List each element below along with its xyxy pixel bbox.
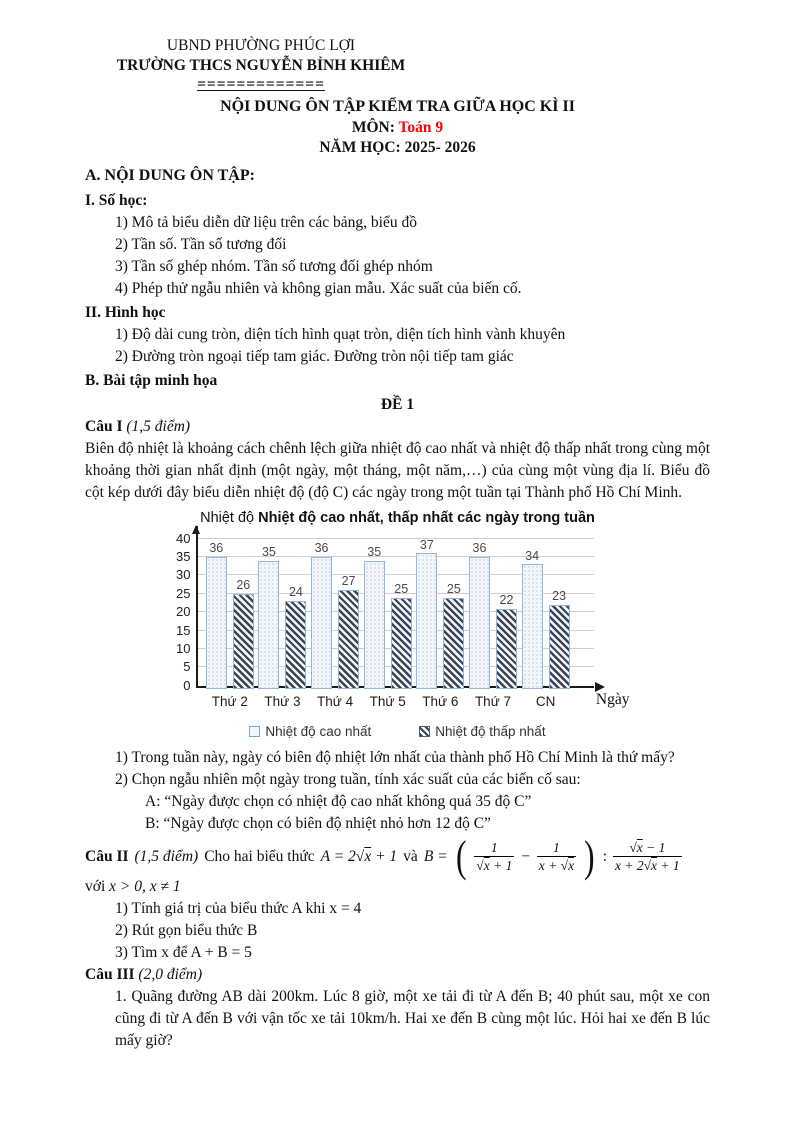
x-axis-category: Thứ 3 [264,693,301,709]
open-paren: ( [455,832,467,882]
cau3-heading [85,964,710,986]
x-axis-category: Thứ 6 [422,693,459,709]
minus-operator: − [520,847,531,865]
low-bar-column [285,539,306,690]
condition-label: với [85,878,106,896]
close-paren: ) [584,832,595,882]
high-bar-column [522,539,543,690]
cau2-item: 1) Tính giá trị của biểu thức A khi x = 4 [115,900,362,918]
cau1-event: B: “Ngày được chọn có biên độ nhiệt nhỏ hơn 12 độ C” [145,815,491,833]
bar-low-temp [338,590,359,689]
bar-groups [204,539,572,686]
bar-high-temp [416,553,437,689]
low-bar-column [443,539,464,690]
bar-high-temp [206,557,227,689]
bar-high-temp [364,561,385,690]
divide-operator: : [602,847,608,865]
x-axis-categories [204,692,572,711]
bar-value-label: 25 [394,581,409,596]
cau2-item: 2) Rút gọn biểu thức B [115,922,258,940]
cau2-lead: Cho hai biểu thức [204,847,315,865]
plot-area [196,539,594,688]
section-a-heading: A. NỘI DUNG ÔN TẬP: [85,167,255,185]
chart-axis-title: Nhiệt độ [200,510,255,527]
low-bar-column [549,539,570,690]
bar-low-temp [391,598,412,690]
cau2-points: (1,5 điểm) [134,847,199,865]
y-axis-tick: 25 [176,585,191,601]
cau1-label: Câu I [85,418,123,436]
bar-low-temp [549,605,570,690]
bar-group [467,539,520,690]
bar-value-label: 35 [261,545,276,560]
org-name: UBND PHƯỜNG PHÚC LỢI [166,37,356,54]
y-axis [166,530,196,693]
y-axis-arrow-icon [192,525,200,534]
chart-title-text: Nhiệt độ cao nhất, thấp nhất các ngày trong tuần [258,510,595,527]
cau1-heading [85,416,710,438]
temperature-chart [166,508,630,741]
bar-value-label: 34 [525,548,540,563]
chart-title [166,508,630,529]
x-axis-category: CN [535,693,556,709]
chart-body [166,530,630,711]
school-year: NĂM HỌC: 2025- 2026 [319,139,476,157]
subject-label: MÔN: [351,119,395,137]
cau1-question: 1) Trong tuần này, ngày có biên độ nhiệt lớn nhất của thành phố Hồ Chí Minh là thứ mấy? [115,749,675,767]
legend-swatch-low-icon [419,726,430,737]
bar-value-label: 35 [367,545,382,560]
bar-low-temp [496,609,517,690]
bar-high-temp [522,564,543,689]
y-axis-tick: 40 [176,530,191,546]
bar-low-temp [443,598,464,690]
bar-high-temp [258,561,279,690]
geometry-item: 1) Độ dài cung tròn, diện tích hình quạt tròn, diện tích hình vành khuyên [115,326,566,344]
x-axis-category: Thứ 7 [474,693,511,709]
fraction [474,839,514,875]
bar-high-temp [311,557,332,689]
cau2-item: 3) Tìm x để A + B = 5 [115,944,252,962]
cau3-item: 1. Quãng đường AB dài 200km. Lúc 8 giờ, một xe tải đi từ A đến B; 40 phút sau, một xe con cũng đi từ A đến B với vận tốc xe tải 10km/h. Hai xe đến B cùng một lúc. Hỏi hai xe đến B lúc mấy giờ? [115,988,710,1050]
cau2-condition [85,876,710,898]
exercises-heading: B. Bài tập minh họa [85,372,218,390]
low-bar-column [338,539,359,690]
cau1-event: A: “Ngày được chọn có nhiệt độ cao nhất không quá 35 độ C” [145,793,532,811]
subject-value: Toán 9 [398,119,444,137]
doc-title: NỘI DUNG ÔN TẬP KIỂM TRA GIỮA HỌC KÌ II [220,98,575,116]
cau1-question: 2) Chọn ngẫu nhiên một ngày trong tuần, tính xác suất của các biến cố sau: [115,771,581,789]
y-axis-tick: 20 [176,604,191,620]
y-axis-tick: 5 [183,659,191,675]
x-axis-category: Thứ 4 [317,693,354,709]
low-bar-column [391,539,412,690]
low-bar-column [496,539,517,690]
x-axis-arrow-icon [595,682,605,692]
bar-group [204,539,257,690]
bar-value-label: 37 [419,537,434,552]
bar-value-label: 23 [552,589,567,604]
arithmetic-item: 4) Phép thử ngẫu nhiên và không gian mẫu. Xác suất của biến cố. [115,280,522,298]
formula-b-lhs: B = [423,847,448,865]
bar-value-label: 36 [472,541,487,556]
legend-item [419,722,545,741]
x-axis-category: Thứ 5 [369,693,406,709]
geometry-item: 2) Đường tròn ngoại tiếp tam giác. Đường tròn nội tiếp tam giác [115,348,514,366]
high-bar-column [311,539,332,690]
formula-a: A = 2√x + 1 [320,847,398,865]
fraction-numerator: 1 [474,839,514,858]
document-header [85,36,437,93]
high-bar-column [206,539,227,690]
bar-value-label: 22 [499,592,514,607]
geometry-heading: II. Hình học [85,304,166,322]
bar-value-label: 24 [288,585,303,600]
school-name: TRƯỜNG THCS NGUYỄN BỈNH KHIÊM [116,57,406,75]
y-axis-tick: 0 [183,677,191,693]
subject-line [85,118,710,138]
exam-title: ĐỀ 1 [380,396,415,414]
chart-legend [166,722,630,741]
bar-value-label: 26 [236,578,251,593]
cau3-label: Câu III [85,966,135,984]
plot-column [196,539,594,711]
header-divider: ============= [197,76,325,94]
fraction-denominator: x + 2√x + 1 [615,858,680,874]
legend-item [249,722,371,741]
bar-value-label: 27 [341,574,356,589]
high-bar-column [364,539,385,690]
legend-swatch-high-icon [249,726,260,737]
y-axis-tick: 15 [176,622,191,638]
bar-low-temp [233,594,254,690]
cau3-points: (2,0 điểm) [138,966,203,984]
y-axis-tick: 35 [176,549,191,565]
bar-low-temp [285,601,306,689]
bar-group [361,539,414,690]
bar-value-label: 25 [446,581,461,596]
y-axis-tick: 10 [176,640,191,656]
fraction-numerator: √x − 1 [613,839,682,858]
bar-value-label: 36 [314,541,329,556]
fraction [613,839,682,875]
fraction-denominator: x + √x [538,858,575,874]
low-bar-column [233,539,254,690]
bar-value-label: 36 [209,541,224,556]
bar-group [519,539,572,690]
fraction-denominator: √x + 1 [476,858,513,874]
legend-label: Nhiệt độ thấp nhất [435,723,546,739]
fraction [537,839,576,875]
high-bar-column [469,539,490,690]
cau1-intro: Biên độ nhiệt là khoảng cách chênh lệch giữa nhiệt độ cao nhất và nhiệt độ thấp nhất trong cùng một khoảng thời gian nhất định (một ngày, một tháng, một năm,…) của cùng một vùng địa lí. Biểu đồ cột kép dưới đây biểu diễn nhiệt độ (độ C) các ngày trong một tuần tại Thành phố Hồ Chí Minh. [85,440,710,502]
y-axis-tick: 30 [176,567,191,583]
fraction-numerator: 1 [537,839,576,858]
y-axis-line [196,526,198,686]
arithmetic-item: 2) Tần số. Tần số tương đối [115,236,287,254]
x-axis-label-ngay: Ngày [595,690,630,708]
cau2-and: và [403,847,418,865]
cau2-heading [85,832,710,882]
cau1-points: (1,5 điểm) [126,418,191,436]
condition-math: x > 0, x ≠ 1 [109,878,181,896]
cau2-label: Câu II [85,847,129,865]
bar-group [414,539,467,690]
bar-group [256,539,309,690]
high-bar-column [416,539,437,690]
bar-group [309,539,362,690]
x-axis-category: Thứ 2 [211,693,248,709]
high-bar-column [258,539,279,690]
arithmetic-heading: I. Số học: [85,192,148,210]
legend-label: Nhiệt độ cao nhất [265,723,372,739]
arithmetic-item: 3) Tần số ghép nhóm. Tần số tương đối ghép nhóm [115,258,433,276]
arithmetic-item: 1) Mô tả biểu diễn dữ liệu trên các bảng, biểu đồ [115,214,417,232]
bar-high-temp [469,557,490,689]
